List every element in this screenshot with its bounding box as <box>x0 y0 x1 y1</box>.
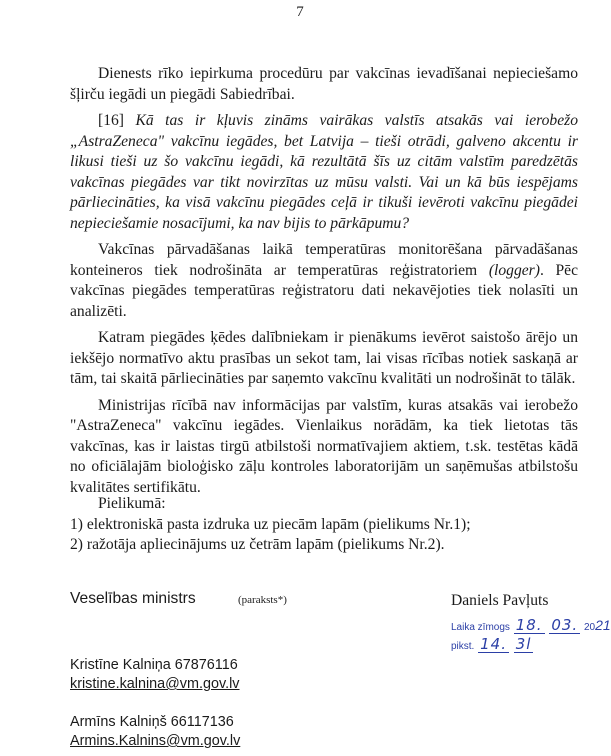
attachments-title: Pielikumā: <box>98 495 166 512</box>
stamp-received-label: Laika zīmogs <box>451 622 510 633</box>
stamp-attachments-value: 14. <box>480 635 507 653</box>
answer-paragraph-temperature <box>70 240 578 322</box>
question-number: [16] <box>98 112 124 129</box>
contact-block <box>70 656 240 694</box>
stamp-attachments-label: pikst. <box>451 641 475 652</box>
contact-name-phone: Kristīne Kalniņa 67876116 <box>70 657 238 673</box>
signer-title: Veselības ministrs <box>70 590 196 607</box>
attachment-item: 2) ražotāja apliecinājums uz četrām lapām (pielikums Nr.2). <box>70 536 445 553</box>
answer-p1-end: . Pēc vakcīnas piegādes temperatūras reģistratoru dati nekavējoties tiek nolasīti un analizēti. <box>70 261 579 320</box>
stamp-year: 21 <box>595 617 611 633</box>
contact-email[interactable]: kristine.kalnina@vm.gov.lv <box>70 676 240 692</box>
letter-body <box>70 64 578 504</box>
stamp-day: 18. <box>515 616 543 634</box>
answer-p1-logger: (logger) <box>488 261 540 279</box>
stamp-attachments-row <box>451 636 591 655</box>
signature-mark: (paraksts*) <box>238 594 287 606</box>
contact-name-phone: Armīns Kalniņš 66117136 <box>70 714 234 730</box>
answer-p1-start: Vakcīnas pārvadāšanas laikā temperatūras monitorēšana pārvadāšanas konteineros tiek nodrošināta ar temperatūras reģistratoriem <box>70 241 578 279</box>
question-16 <box>70 111 578 234</box>
page-number: 7 <box>296 4 304 20</box>
paragraph-syringes: Dienests rīko iepirkuma procedūru par vakcīnas ievadīšanai nepieciešamo šļirču iegādi un piegādi Sabiedrībai. <box>70 65 578 103</box>
answer-paragraph-astrazeneca: Ministrijas rīcībā nav informācijas par valstīm, kuras atsakās vai ierobežo "AstraZeneca" vakcīnu iegādes. Vienlaikus norādām, ka tiek lietotas tās vakcīnas, kas ir laistas tirgū atbilstoši normatīvajiem aktiem, t.sk. testētas kādā no oficiālajām bioloģisko zāļu kontroles laboratorijām un saņēmušas atbilstošu kvalitātes sertifikātu. <box>70 396 578 496</box>
stamp-month: 03. <box>551 616 579 634</box>
attachment-item: 1) elektroniskā pasta izdruka uz piecām lapām (pielikums Nr.1); <box>70 515 471 533</box>
answer-paragraph-supply-chain: Katram piegādes ķēdes dalībniekam ir pienākums ievērot saistošo ārējo un iekšējo normatīvo aktu prasības un sekot tam, lai visas rīcības notiek saskaņā ar tām, tai skaitā pārliecināties par saņemto vakcīnu kvalitāti un nodrošināt to tālāk. <box>70 329 578 387</box>
contact-email[interactable]: Armins.Kalnins@vm.gov.lv <box>70 733 241 749</box>
question-text: Kā tas ir kļuvis zināms vairākas valstīs atsakās vai ierobežo „AstraZeneca" vakcīnu iegādes, bet Latvija – tieši otrādi, galveno akcentu ir likusi tieši uz šo vakcīnu iegādi, kā rezultātā šīs uz citām valstīm paredzētās vakcīnas piegādes var tikt novirzītas uz mūsu valsti. Vai un kā būs iespējams pārliecināties, ka visā vakcīnu piegādes ceļā ir tikuši ievēroti vakcīnu piegādei nepieciešamie nosacījumi, ka nav bijis to pārkāpumu? <box>70 112 578 232</box>
contact-block <box>70 713 240 751</box>
stamp-year-prefix: 20 <box>583 622 596 633</box>
stamp-attachments-sheets: 3l <box>515 635 532 653</box>
received-stamp <box>451 616 611 655</box>
attachments-block <box>70 494 471 556</box>
stamp-date-row <box>451 616 611 636</box>
signer-name: Daniels Pavļuts <box>451 592 549 609</box>
